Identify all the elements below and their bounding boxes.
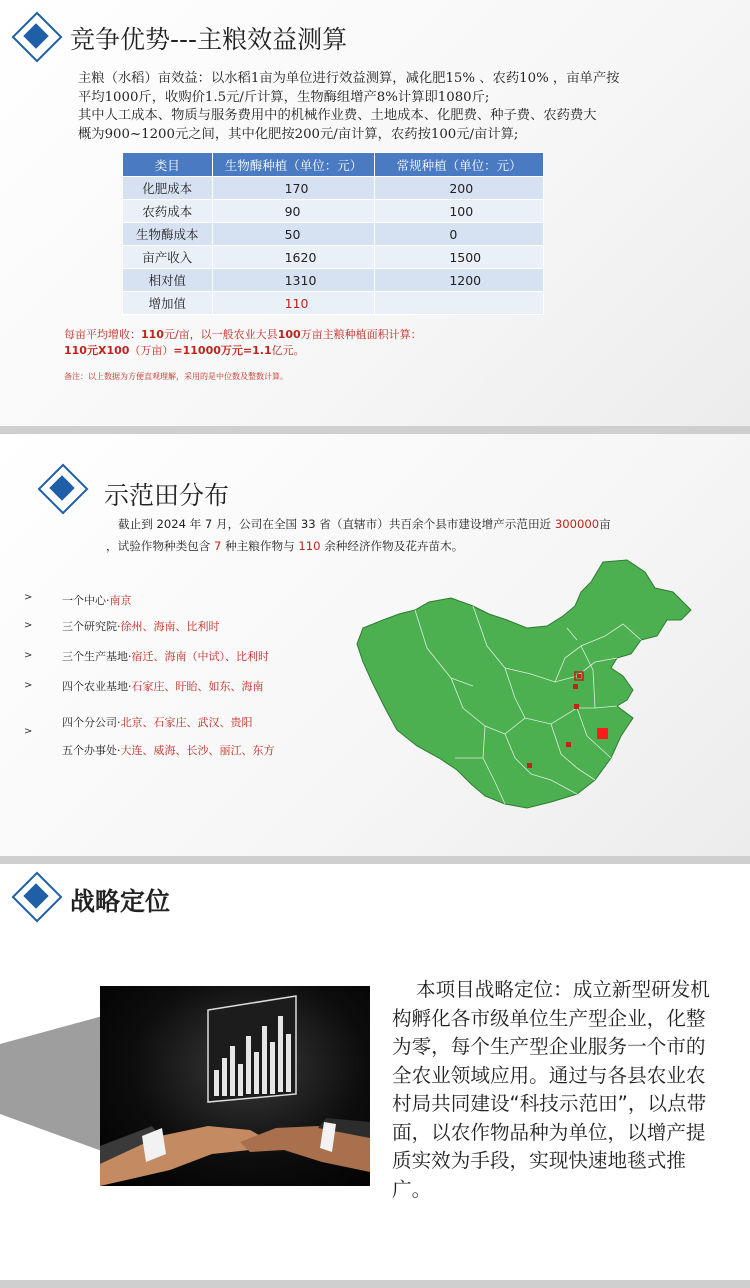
diamond-icon — [14, 14, 58, 58]
diamond-icon — [40, 466, 84, 510]
location-marker — [573, 684, 578, 689]
note-text: 每亩平均增收： — [64, 328, 141, 341]
note-text: 元/亩，以一般农业大县 — [163, 328, 278, 341]
list-item — [62, 618, 220, 634]
list-item — [62, 742, 275, 758]
intro-paragraph — [78, 70, 619, 144]
table-row — [123, 269, 544, 292]
note-text: （万亩） — [129, 344, 174, 357]
table-cell: 亩产收入 — [123, 246, 213, 269]
table-cell: 100 — [375, 200, 544, 223]
slide-benefit-calculation — [0, 0, 750, 426]
distribution-intro-line1 — [118, 514, 611, 534]
table-cell: 相对值 — [123, 269, 213, 292]
arrow-icon: > — [24, 726, 33, 737]
strategy-text: 本项目战略定位：成立新型研发机构孵化各市级单位生产型企业，化整为零，每个生产型企业服务一个市的全农业领域应用。通过与各县农业农村局共同建设“科技示范田”，以点带面，以农作物品种为单位，以增产提质实效为手段，实现快速地毯式推广。 — [392, 978, 710, 1201]
note-text: 万亩主粮种植面积计算： — [300, 328, 422, 341]
remark-note: 备注：以上数据为方便直观理解，采用的是中位数及整数计算。 — [64, 372, 288, 381]
strategy-paragraph — [392, 976, 722, 1204]
item-value: 北京、石家庄、武汉、贵阳 — [120, 716, 253, 729]
list-item — [62, 714, 253, 730]
note-value: 110元X100 — [64, 344, 130, 357]
item-value: 南京 — [109, 594, 132, 607]
slide-title: 示范田分布 — [104, 481, 230, 510]
list-item — [62, 592, 132, 608]
location-marker — [574, 704, 579, 709]
note-text: 亿元。 — [271, 344, 305, 357]
arrow-icon: > — [24, 592, 33, 603]
table-header: 生物酶种植（单位：元） — [212, 153, 375, 177]
intro-text: ，试验作物种类包含 — [106, 539, 215, 553]
table-header: 类目 — [123, 153, 213, 177]
chart-panel — [208, 996, 296, 1102]
handshake — [100, 1118, 370, 1186]
table-cell: 170 — [212, 177, 375, 200]
map-territory — [357, 560, 691, 808]
slide-demo-field-distribution — [0, 434, 750, 856]
item-value: 石家庄、盱眙、如东、海南 — [131, 680, 264, 693]
intro-value: 7 — [214, 539, 222, 553]
list-item — [62, 678, 264, 694]
table-cell: 增加值 — [123, 292, 213, 315]
table-cell: 200 — [375, 177, 544, 200]
table-cell: 化肥成本 — [123, 177, 213, 200]
decorative-wedge — [0, 1004, 110, 1164]
table-cell: 农药成本 — [123, 200, 213, 223]
china-map — [355, 558, 695, 818]
distribution-intro-line2 — [106, 536, 463, 556]
note-value: =11000万元=1.1 — [173, 344, 272, 357]
item-label: 三个生产基地· — [62, 650, 132, 663]
slide-title: 战略定位 — [70, 887, 171, 916]
list-item — [62, 648, 269, 664]
arrow-icon: > — [24, 650, 33, 661]
location-marker — [527, 763, 532, 768]
table-row — [123, 177, 544, 200]
intro-text: 亩 — [599, 517, 611, 531]
slide-strategic-positioning — [0, 864, 750, 1280]
table-row — [123, 200, 544, 223]
item-value: 宿迁、海南（中试）、比利时 — [131, 650, 269, 663]
paragraph-line: 主粮（水稻）亩效益：以水稻1亩为单位进行效益测算，减化肥15% 、农药10% ，亩单产按 — [78, 71, 620, 86]
intro-value: 110 — [298, 539, 321, 553]
intro-text: 截止到 2024 年 7 月，公司在全国 33 省（直辖市）共百余个县市建设增产示范田近 — [118, 517, 555, 531]
item-value: 大连、威海、长沙、丽江、东方 — [120, 744, 275, 757]
table-cell: 1200 — [375, 269, 544, 292]
item-label: 四个分公司· — [62, 716, 121, 729]
location-marker — [577, 674, 581, 678]
slide-title: 竞争优势---主粮效益测算 — [70, 25, 348, 54]
table-cell: 1500 — [375, 246, 544, 269]
arrow-icon: > — [24, 620, 33, 631]
table-row — [123, 246, 544, 269]
table-header-row — [123, 153, 544, 177]
handshake-image — [100, 986, 370, 1186]
paragraph-line: 平均1000斤，收购价1.5元/斤计算，生物酶组增产8%计算即1080斤; — [78, 89, 490, 105]
benefit-table — [122, 152, 544, 315]
table-cell: 50 — [212, 223, 375, 246]
paragraph-line: 其中人工成本、物质与服务费用中的机械作业费、土地成本、化肥费、种子费、农药费大 — [78, 108, 597, 123]
calculation-note — [64, 342, 305, 358]
table-row — [123, 292, 544, 315]
table-cell: 90 — [212, 200, 375, 223]
note-value: 100 — [277, 328, 301, 341]
note-value: 110 — [141, 328, 164, 341]
arrow-icon: > — [24, 680, 33, 691]
intro-text: 种主粮作物与 — [221, 539, 299, 553]
location-marker — [597, 728, 608, 739]
table-cell: 1310 — [212, 269, 375, 292]
item-label: 四个农业基地· — [62, 680, 132, 693]
table-cell-highlight: 110 — [212, 292, 375, 315]
intro-value: 300000 — [554, 517, 600, 531]
item-label: 一个中心· — [62, 594, 110, 607]
table-header: 常规种植（单位：元） — [375, 153, 544, 177]
table-cell: 0 — [375, 223, 544, 246]
location-marker — [566, 742, 571, 747]
table-cell — [375, 292, 544, 315]
paragraph-line: 概为900~1200元之间，其中化肥按200元/亩计算，农药按100元/亩计算; — [78, 126, 519, 142]
increase-note — [64, 326, 422, 342]
item-label: 三个研究院· — [62, 620, 121, 633]
table-row — [123, 223, 544, 246]
intro-text: 余种经济作物及花卉苗木。 — [320, 539, 464, 553]
item-value: 徐州、海南、比利时 — [120, 620, 220, 633]
table-cell: 生物酶成本 — [123, 223, 213, 246]
diamond-icon — [14, 874, 58, 918]
table-cell: 1620 — [212, 246, 375, 269]
item-label: 五个办事处· — [62, 744, 121, 757]
